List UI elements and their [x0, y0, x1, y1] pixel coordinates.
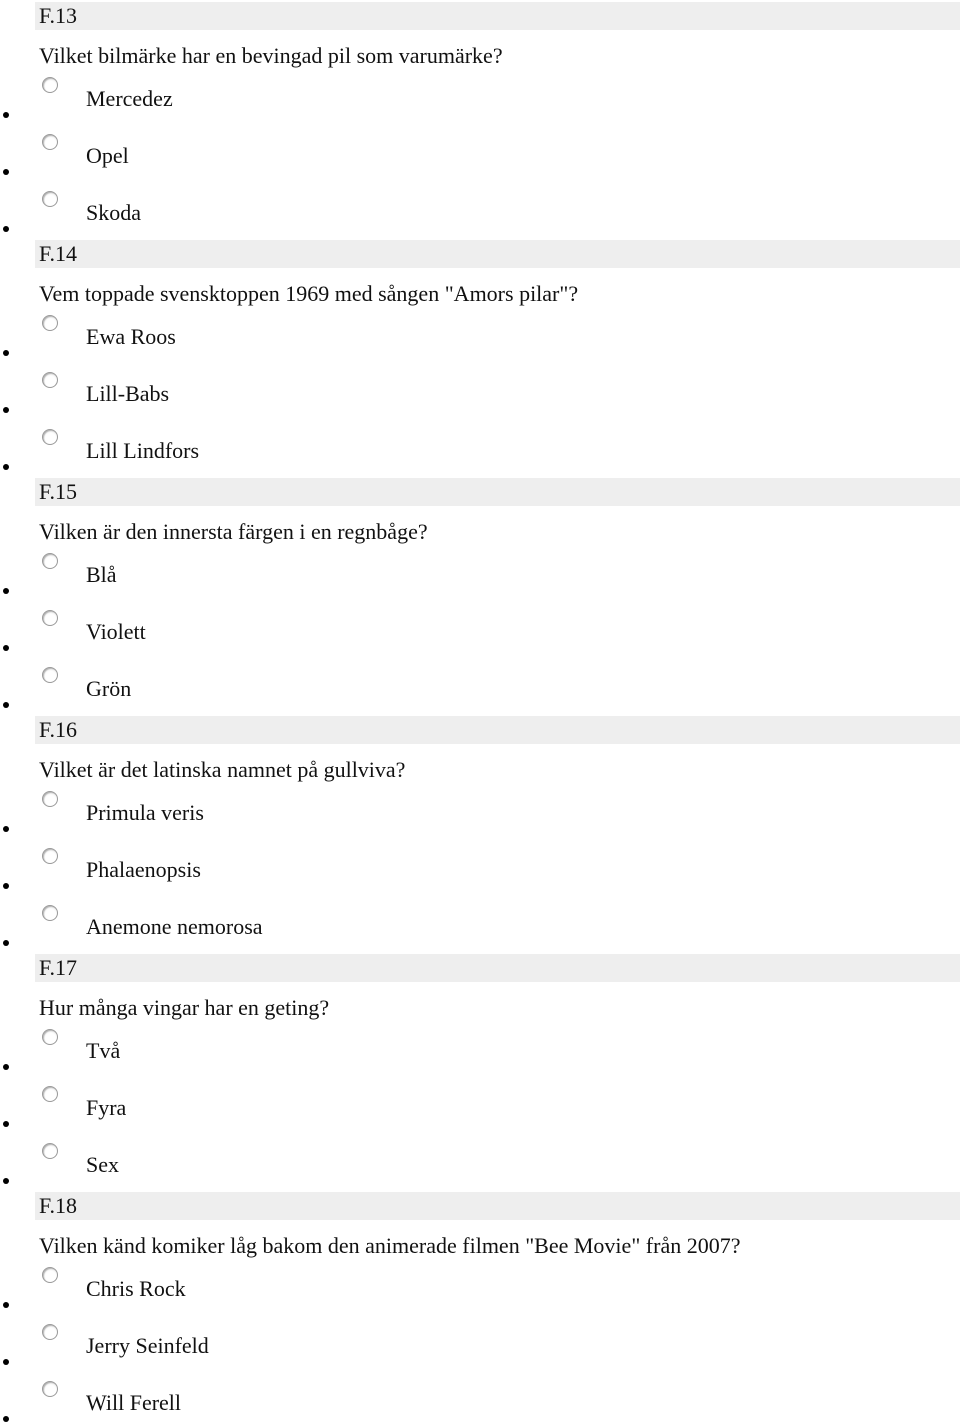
answer-label: Blå: [86, 562, 117, 587]
radio-button[interactable]: [42, 1267, 58, 1283]
bullet-icon: [3, 1064, 9, 1070]
bullet-icon: [3, 1359, 9, 1365]
radio-button[interactable]: [42, 667, 58, 683]
answer-option[interactable]: [0, 372, 960, 429]
bullet-icon: [3, 883, 9, 889]
bullet-icon: [3, 1302, 9, 1308]
question-f17: [0, 954, 960, 1192]
question-number: F.18: [39, 1193, 77, 1218]
radio-button[interactable]: [42, 191, 58, 207]
bullet-icon: [3, 826, 9, 832]
question-number: F.14: [39, 241, 77, 266]
radio-button[interactable]: [42, 429, 58, 445]
answer-label: Chris Rock: [86, 1276, 186, 1301]
radio-button[interactable]: [42, 848, 58, 864]
answer-label: Två: [86, 1038, 121, 1063]
bullet-icon: [3, 702, 9, 708]
bullet-icon: [3, 1178, 9, 1184]
bullet-icon: [3, 226, 9, 232]
question-f16: [0, 716, 960, 954]
radio-button[interactable]: [42, 1324, 58, 1340]
question-number: F.16: [39, 717, 77, 742]
question-header: [35, 240, 960, 268]
question-text: Vilken är den innersta färgen i en regnbåge?: [39, 519, 428, 544]
answer-option[interactable]: [0, 848, 960, 905]
question-f15: [0, 478, 960, 716]
question-number: F.17: [39, 955, 77, 980]
question-number: F.15: [39, 479, 77, 504]
bullet-icon: [3, 169, 9, 175]
answer-option[interactable]: [0, 134, 960, 191]
question-header: [35, 2, 960, 30]
answer-label: Primula veris: [86, 800, 204, 825]
answer-option[interactable]: [0, 553, 960, 610]
answer-label: Jerry Seinfeld: [86, 1333, 209, 1358]
radio-button[interactable]: [42, 610, 58, 626]
question-header: [35, 1192, 960, 1220]
question-header: [35, 716, 960, 744]
answer-option[interactable]: [0, 1381, 960, 1415]
question-text: Vilket är det latinska namnet på gullviva?: [39, 757, 406, 782]
answer-option[interactable]: [0, 77, 960, 134]
radio-button[interactable]: [42, 77, 58, 93]
radio-button[interactable]: [42, 1086, 58, 1102]
bullet-icon: [3, 112, 9, 118]
answer-label: Grön: [86, 676, 132, 701]
question-number: F.13: [39, 3, 77, 28]
answer-option[interactable]: [0, 791, 960, 848]
question-f18: [0, 1192, 960, 1415]
answer-label: Mercedez: [86, 86, 173, 111]
question-text: Vilket bilmärke har en bevingad pil som varumärke?: [39, 43, 503, 68]
question-text: Vem toppade svensktoppen 1969 med sången "Amors pilar"?: [39, 281, 579, 306]
bullet-icon: [3, 407, 9, 413]
answer-label: Lill-Babs: [86, 381, 170, 406]
answer-option[interactable]: [0, 1086, 960, 1143]
question-f14: [0, 240, 960, 478]
answer-label: Fyra: [86, 1095, 127, 1120]
answer-label: Skoda: [86, 200, 141, 225]
bullet-icon: [3, 1416, 9, 1422]
radio-button[interactable]: [42, 1029, 58, 1045]
answer-option[interactable]: [0, 610, 960, 667]
answer-label: Will Ferell: [86, 1390, 182, 1415]
bullet-icon: [3, 588, 9, 594]
answer-label: Lill Lindfors: [86, 438, 200, 463]
answer-label: Violett: [86, 619, 146, 644]
question-f13: [0, 2, 960, 240]
answer-label: Phalaenopsis: [86, 857, 201, 882]
answer-label: Anemone nemorosa: [86, 914, 263, 939]
question-text: Vilken känd komiker låg bakom den animerade filmen "Bee Movie" från 2007?: [39, 1233, 741, 1258]
radio-button[interactable]: [42, 1143, 58, 1159]
question-header: [35, 478, 960, 506]
question-header: [35, 954, 960, 982]
answer-option[interactable]: [0, 1324, 960, 1381]
bullet-icon: [3, 464, 9, 470]
answer-label: Ewa Roos: [86, 324, 176, 349]
radio-button[interactable]: [42, 134, 58, 150]
radio-button[interactable]: [42, 905, 58, 921]
question-text: Hur många vingar har en geting?: [39, 995, 330, 1020]
answer-option[interactable]: [0, 315, 960, 372]
bullet-icon: [3, 350, 9, 356]
bullet-icon: [3, 645, 9, 651]
bullet-icon: [3, 1121, 9, 1127]
answer-option[interactable]: [0, 1029, 960, 1086]
radio-button[interactable]: [42, 315, 58, 331]
radio-button[interactable]: [42, 791, 58, 807]
answer-label: Opel: [86, 143, 129, 168]
radio-button[interactable]: [42, 372, 58, 388]
radio-button[interactable]: [42, 1381, 58, 1397]
radio-button[interactable]: [42, 553, 58, 569]
answer-option[interactable]: [0, 1267, 960, 1324]
bullet-icon: [3, 940, 9, 946]
answer-label: Sex: [86, 1152, 119, 1177]
